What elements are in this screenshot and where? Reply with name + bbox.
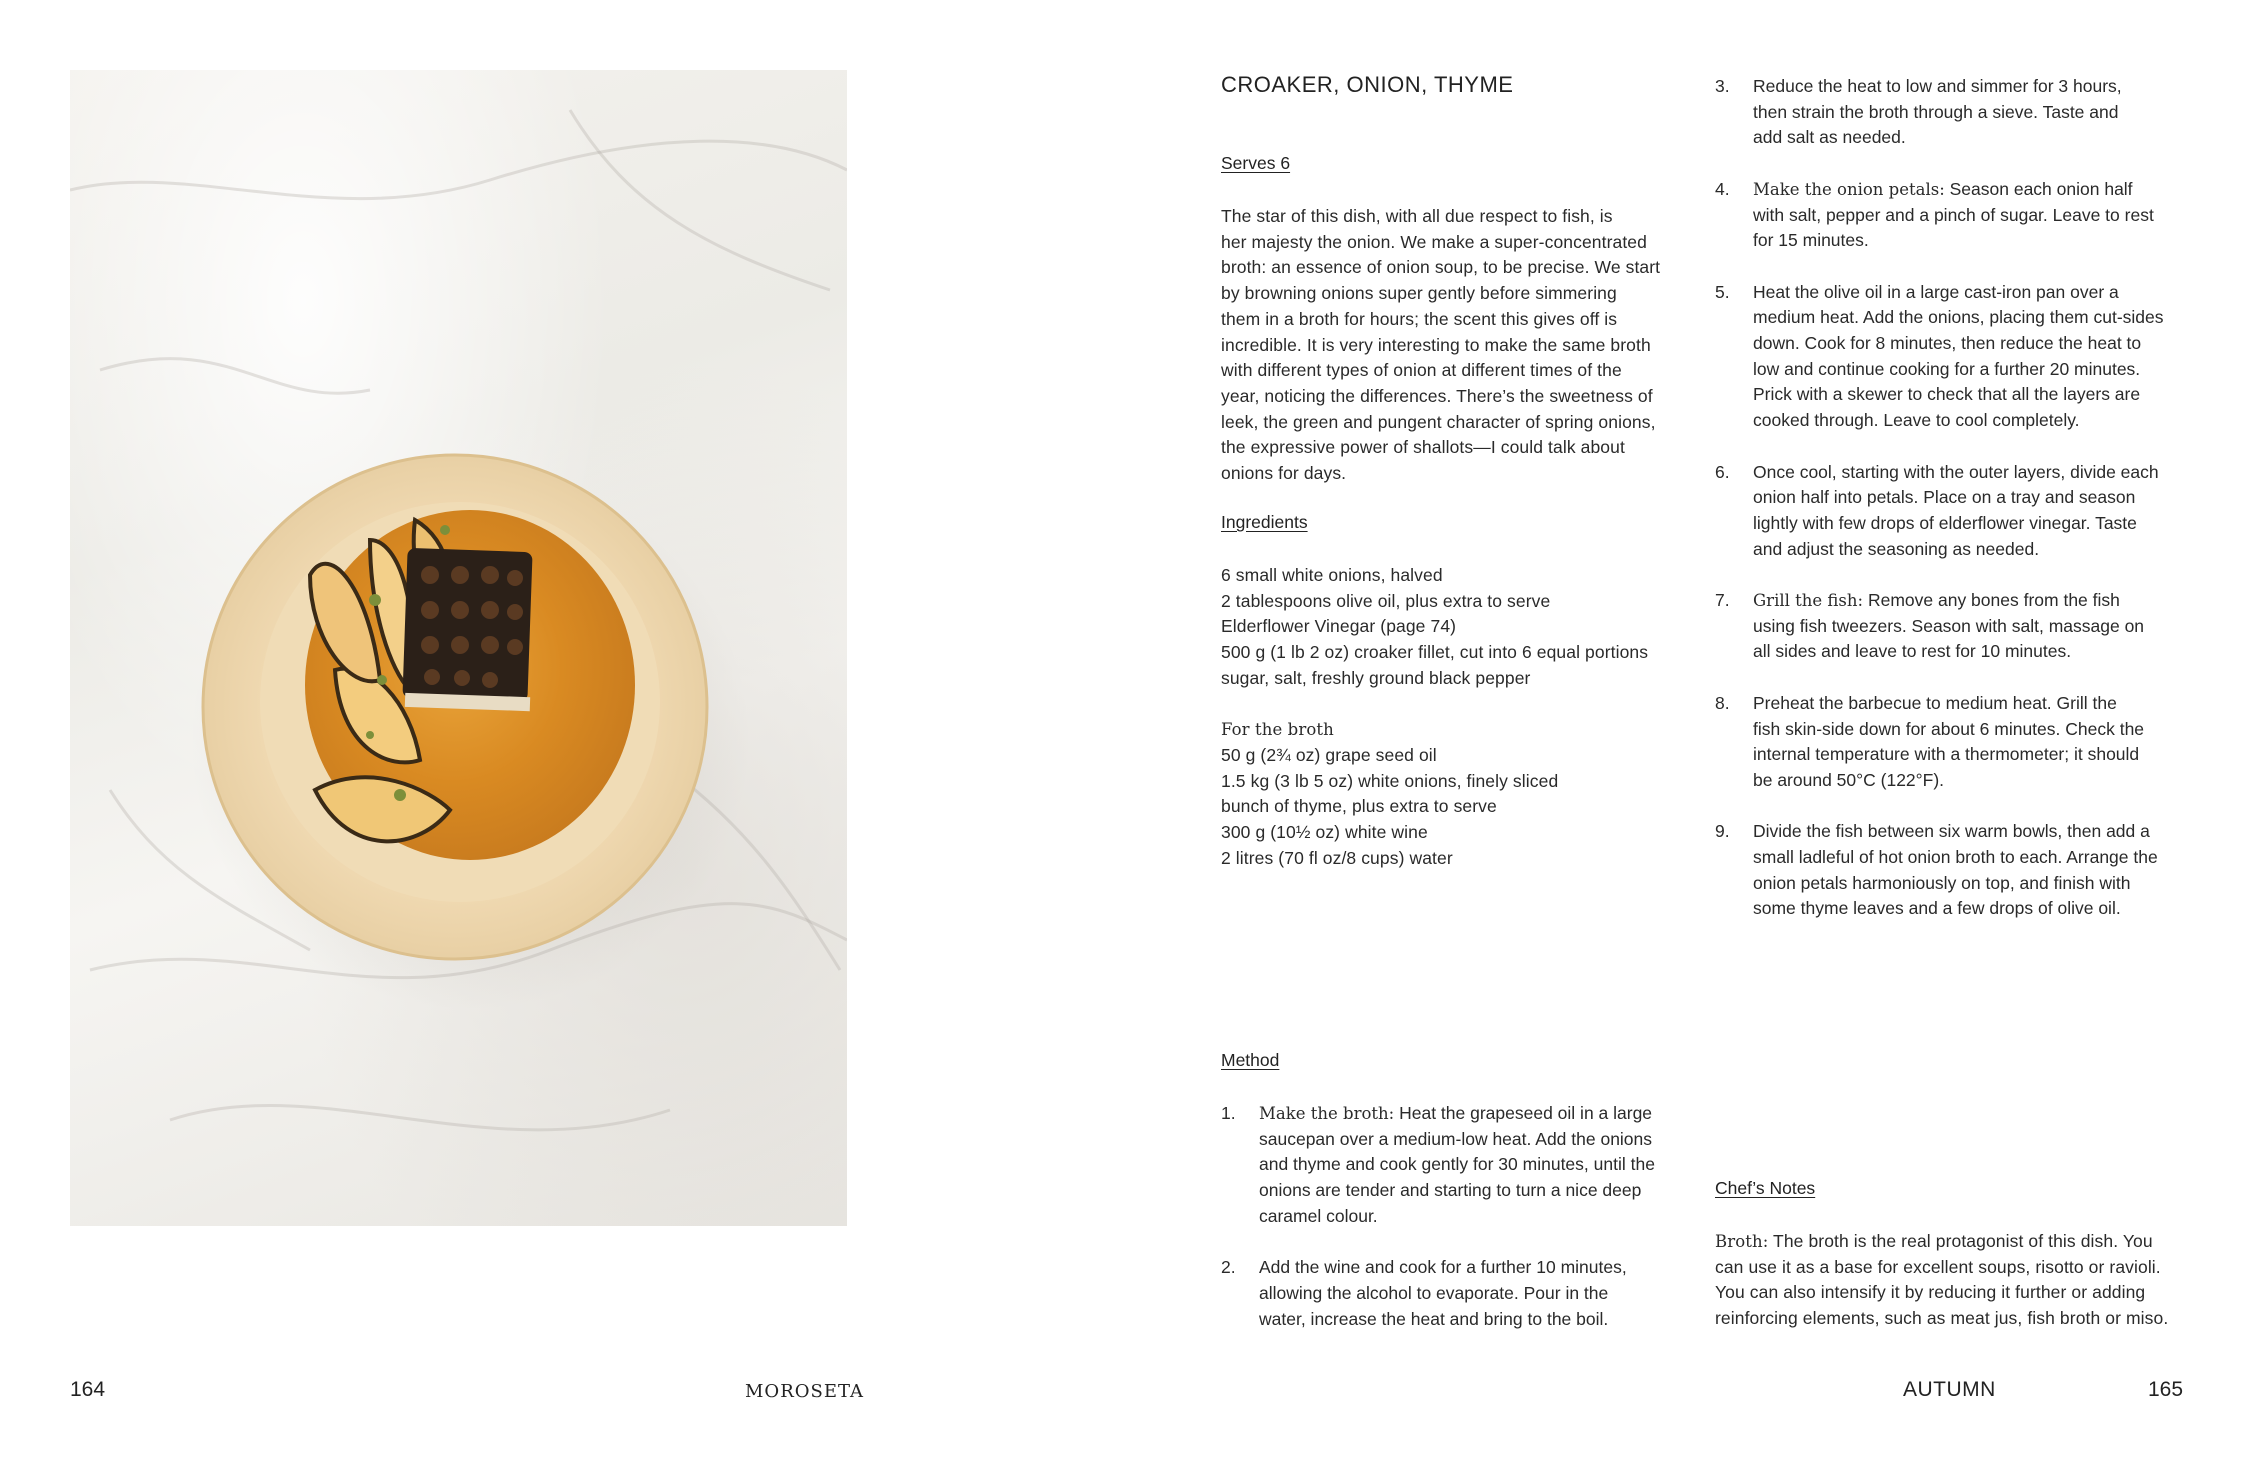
method-step [1715, 691, 2205, 794]
step-line: Once cool, starting with the outer layers, divide each [1753, 461, 2159, 482]
notes-line: You can also intensify it by reducing it further or adding [1715, 1282, 2146, 1303]
ingredient-item: 2 tablespoons olive oil, plus extra to serve [1221, 590, 1551, 611]
step-line: Add the wine and cook for a further 10 minutes, [1259, 1257, 1627, 1278]
section-name: AUTUMN [1903, 1378, 1996, 1401]
step-line: with salt, pepper and a pinch of sugar. Leave to rest [1753, 204, 2154, 225]
step-line: using fish tweezers. Season with salt, massage on [1753, 615, 2145, 636]
intro-line: with different types of onion at different times of the [1221, 360, 1622, 381]
method-step [1715, 280, 2205, 434]
step-number: 1. [1221, 1103, 1236, 1123]
step-line: onion petals harmoniously on top, and finish with [1753, 872, 2131, 893]
step-lead: Make the broth: [1259, 1104, 1395, 1123]
step-line: small ladleful of hot onion broth to each. Arrange the [1753, 847, 2158, 867]
method-heading: Method [1221, 1050, 1280, 1070]
method-step [1715, 177, 2205, 254]
step-line: saucepan over a medium-low heat. Add the onions [1259, 1128, 1653, 1149]
step-number: 8. [1715, 692, 1730, 713]
step-line: and adjust the seasoning as needed. [1753, 538, 2040, 559]
step-line: low and continue cooking for a further 20 minutes. [1753, 358, 2141, 379]
dish-photo [70, 70, 847, 1226]
step-line: caramel colour. [1259, 1205, 1378, 1226]
recipe-title: CROAKER, ONION, THYME [1221, 72, 1514, 97]
step-line: Prick with a skewer to check that all the layers are [1753, 384, 2141, 405]
intro-line: The star of this dish, with all due respect to fish, is [1221, 206, 1613, 226]
method-step [1221, 1255, 1691, 1332]
broth-heading: For the broth [1221, 720, 1334, 740]
intro-line: leek, the green and pungent character of spring onions, [1221, 411, 1656, 432]
step-line: for 15 minutes. [1753, 230, 1869, 251]
dish-illustration [70, 70, 847, 1226]
method-step [1715, 460, 2205, 563]
step-line: water, increase the heat and bring to the boil. [1259, 1308, 1609, 1329]
step-lead: Make the onion petals: [1753, 179, 1945, 199]
step-number: 2. [1221, 1257, 1236, 1278]
intro-paragraph [1221, 204, 1701, 487]
step-number: 9. [1715, 821, 1730, 842]
notes-lead: Broth: [1715, 1232, 1769, 1251]
intro-line: her majesty the onion. We make a super-concentrated [1221, 231, 1647, 252]
step-line: cooked through. Leave to cool completely. [1753, 410, 2080, 431]
notes-line: The broth is the real protagonist of this dish. You [1773, 1231, 2153, 1251]
step-line: some thyme leaves and a few drops of olive oil. [1753, 898, 2121, 919]
step-number: 3. [1715, 76, 1730, 96]
step-line: Divide the fish between six warm bowls, then add a [1753, 821, 2150, 842]
ingredient-item: 500 g (1 lb 2 oz) croaker fillet, cut into 6 equal portions [1221, 642, 1649, 663]
broth-ingredient: 50 g (2¾ oz) grape seed oil [1221, 744, 1437, 765]
method-step [1715, 588, 2205, 665]
intro-line: year, noticing the differences. There’s the sweetness of [1221, 385, 1653, 406]
method-step [1715, 74, 2205, 151]
chefs-notes-heading: Chef’s Notes [1715, 1178, 1816, 1198]
notes-line: can use it as a base for excellent soups, risotto or ravioli. [1715, 1256, 2161, 1277]
broth-ingredient: 300 g (10½ oz) white wine [1221, 822, 1428, 843]
left-page-number: 164 [70, 1378, 106, 1401]
step-line: Remove any bones from the fish [1867, 590, 2120, 610]
step-line: Reduce the heat to low and simmer for 3 hours, [1753, 76, 2122, 96]
method-step [1715, 819, 2205, 922]
intro-line: the expressive power of shallots—I could talk about [1221, 437, 1625, 458]
broth-ingredient: 2 litres (70 fl oz/8 cups) water [1221, 847, 1453, 868]
step-line: be around 50°C (122°F). [1753, 769, 1945, 790]
ingredient-item: 6 small white onions, halved [1221, 565, 1443, 585]
step-line: Heat the grapeseed oil in a large [1399, 1103, 1653, 1123]
method-steps-right [1715, 74, 2205, 948]
step-line: internal temperature with a thermometer; it should [1753, 744, 2140, 765]
step-number: 5. [1715, 281, 1730, 302]
broth-ingredient: 1.5 kg (3 lb 5 oz) white onions, finely sliced [1221, 770, 1559, 791]
step-line: allowing the alcohol to evaporate. Pour in the [1259, 1282, 1609, 1303]
chefs-notes [1715, 1229, 2215, 1332]
ingredient-item: sugar, salt, freshly ground black pepper [1221, 667, 1531, 688]
ingredient-item: Elderflower Vinegar (page 74) [1221, 616, 1457, 637]
step-line: Season each onion half [1949, 178, 2133, 199]
step-line: onions are tender and starting to turn a nice deep [1259, 1180, 1642, 1201]
serves-heading: Serves 6 [1221, 153, 1291, 173]
method-steps-left [1221, 1101, 1691, 1358]
step-lead: Grill the fish: [1753, 591, 1864, 610]
step-line: Heat the olive oil in a large cast-iron pan over a [1753, 281, 2119, 302]
step-line: onion half into petals. Place on a tray and season [1753, 487, 2136, 508]
method-step [1221, 1101, 1691, 1230]
step-line: fish skin-side down for about 6 minutes. Check the [1753, 718, 2145, 739]
step-line: then strain the broth through a sieve. Taste and [1753, 101, 2119, 122]
step-line: lightly with few drops of elderflower vinegar. Taste [1753, 512, 2137, 533]
step-line: add salt as needed. [1753, 127, 1906, 148]
step-line: medium heat. Add the onions, placing them cut-sides [1753, 307, 2164, 328]
step-number: 6. [1715, 461, 1730, 482]
notes-line: reinforcing elements, such as meat jus, fish broth or miso. [1715, 1308, 2169, 1329]
step-number: 7. [1715, 590, 1730, 610]
intro-line: them in a broth for hours; the scent this gives off is [1221, 308, 1618, 329]
ingredients-list [1221, 563, 1701, 871]
step-line: all sides and leave to rest for 10 minutes. [1753, 641, 2072, 662]
step-line: and thyme and cook gently for 30 minutes, until the [1259, 1154, 1655, 1175]
right-page-number: 165 [2148, 1378, 2184, 1401]
book-title: MOROSETA [745, 1381, 864, 1402]
intro-line: onions for days. [1221, 463, 1347, 484]
ingredients-heading: Ingredients [1221, 512, 1308, 532]
intro-line: incredible. It is very interesting to make the same broth [1221, 334, 1651, 355]
intro-line: by browning onions super gently before simmering [1221, 283, 1617, 304]
intro-line: broth: an essence of onion soup, to be precise. We start [1221, 257, 1661, 278]
step-line: down. Cook for 8 minutes, then reduce the heat to [1753, 333, 2142, 353]
step-number: 4. [1715, 178, 1730, 199]
broth-ingredient: bunch of thyme, plus extra to serve [1221, 796, 1497, 817]
step-line: Preheat the barbecue to medium heat. Grill the [1753, 692, 2117, 713]
